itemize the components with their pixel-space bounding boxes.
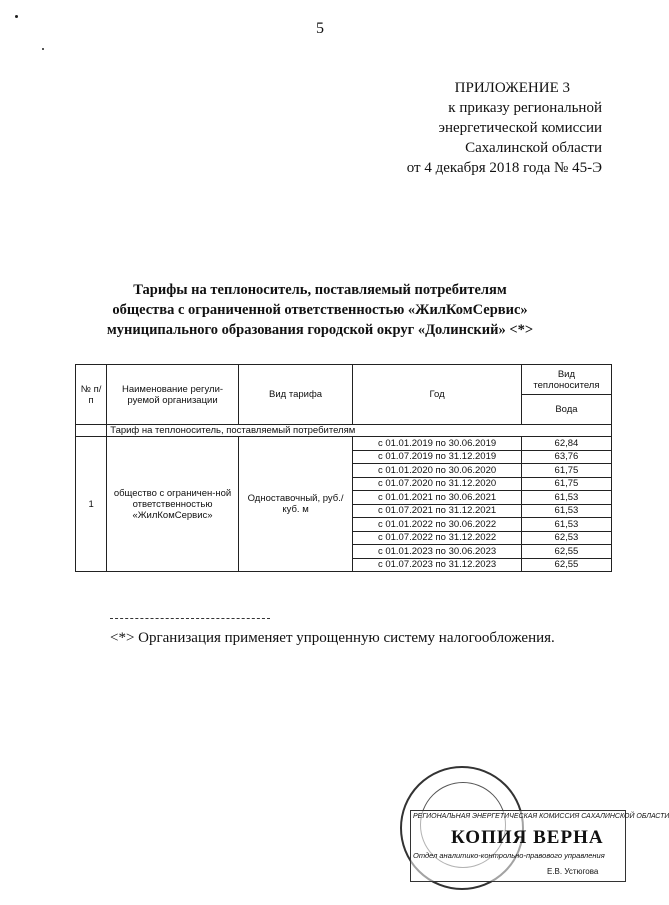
tariff-value-cell: 62,84: [521, 437, 611, 451]
tariff-value-cell: 61,53: [521, 504, 611, 518]
header-carrier: Вид теплоносителя: [521, 365, 611, 395]
tariff-value-cell: 61,75: [521, 464, 611, 478]
section-label: Тариф на теплоноситель, поставляемый потребителям: [107, 425, 612, 437]
scan-speck: [15, 15, 18, 18]
scan-speck: [42, 48, 44, 50]
period-cell: с 01.07.2022 по 31.12.2022: [353, 531, 522, 545]
period-cell: с 01.07.2023 по 31.12.2023: [353, 558, 522, 572]
tariff-value-cell: 62,55: [521, 545, 611, 559]
tariff-table: [75, 364, 612, 572]
organization-name: общество с ограничен-ной ответственностью «ЖилКомСервис»: [113, 487, 232, 521]
tariff-value-cell: 62,53: [521, 531, 611, 545]
header-water: Вода: [521, 395, 611, 425]
footnote: <*> Организация применяет упрощенную систему налогообложения.: [110, 630, 555, 646]
certification-stamp: [396, 770, 669, 900]
appendix-block: [342, 78, 602, 178]
period-cell: с 01.01.2020 по 30.06.2020: [353, 464, 522, 478]
period-cell: с 01.01.2023 по 30.06.2023: [353, 545, 522, 559]
stamp-organization: РЕГИОНАЛЬНАЯ ЭНЕРГЕТИЧЕСКАЯ КОМИССИЯ САХАЛИНСКОЙ ОБЛАСТИ: [413, 813, 669, 820]
copy-stamp-box: [410, 810, 669, 882]
stamp-department: Отдел аналитико-контрольно-правового управления: [413, 851, 605, 860]
stamp-copy-label: КОПИЯ ВЕРНА: [451, 827, 604, 848]
appendix-date-line: от 4 декабря 2018 года № 45-Э: [406, 160, 602, 176]
appendix-line: к приказу региональной: [448, 100, 602, 116]
page-number: 5: [316, 20, 324, 37]
period-cell: с 01.07.2020 по 31.12.2020: [353, 477, 522, 491]
tariff-value-cell: 63,76: [521, 450, 611, 464]
organization-cell: [107, 437, 239, 572]
section-num-cell: [76, 425, 107, 437]
period-cell: с 01.07.2021 по 31.12.2021: [353, 504, 522, 518]
row-number-cell: 1: [76, 437, 107, 572]
tariff-value-cell: 61,53: [521, 518, 611, 532]
document-title: [40, 280, 600, 340]
period-cell: с 01.01.2019 по 30.06.2019: [353, 437, 522, 451]
title-line: муниципального образования городской округ «Долинский» <*>: [106, 322, 534, 338]
appendix-heading: ПРИЛОЖЕНИЕ 3: [454, 80, 570, 96]
header-num: № п/п: [76, 365, 107, 425]
tariff-value-cell: 61,75: [521, 477, 611, 491]
header-type: Вид тарифа: [238, 365, 352, 425]
tariff-value-cell: 61,53: [521, 491, 611, 505]
period-cell: с 01.01.2021 по 30.06.2021: [353, 491, 522, 505]
title-line: общества с ограниченной ответственностью «ЖилКомСервис»: [112, 302, 528, 318]
title-line: Тарифы на теплоноситель, поставляемый потребителям: [133, 282, 507, 298]
appendix-line: Сахалинской области: [465, 140, 602, 156]
header-year: Год: [353, 365, 522, 425]
footnote-divider: [110, 618, 270, 619]
table-body: [76, 437, 612, 572]
period-cell: с 01.01.2022 по 30.06.2022: [353, 518, 522, 532]
tariff-value-cell: 62,55: [521, 558, 611, 572]
tariff-type-cell: Одноставочный, руб./куб. м: [238, 437, 352, 572]
period-cell: с 01.07.2019 по 31.12.2019: [353, 450, 522, 464]
stamp-signer-name: Е.В. Устюгова: [547, 867, 599, 876]
table-row: [76, 437, 612, 451]
header-org: Наименование регули-руемой организации: [107, 365, 239, 425]
appendix-line: энергетической комиссии: [438, 120, 602, 136]
